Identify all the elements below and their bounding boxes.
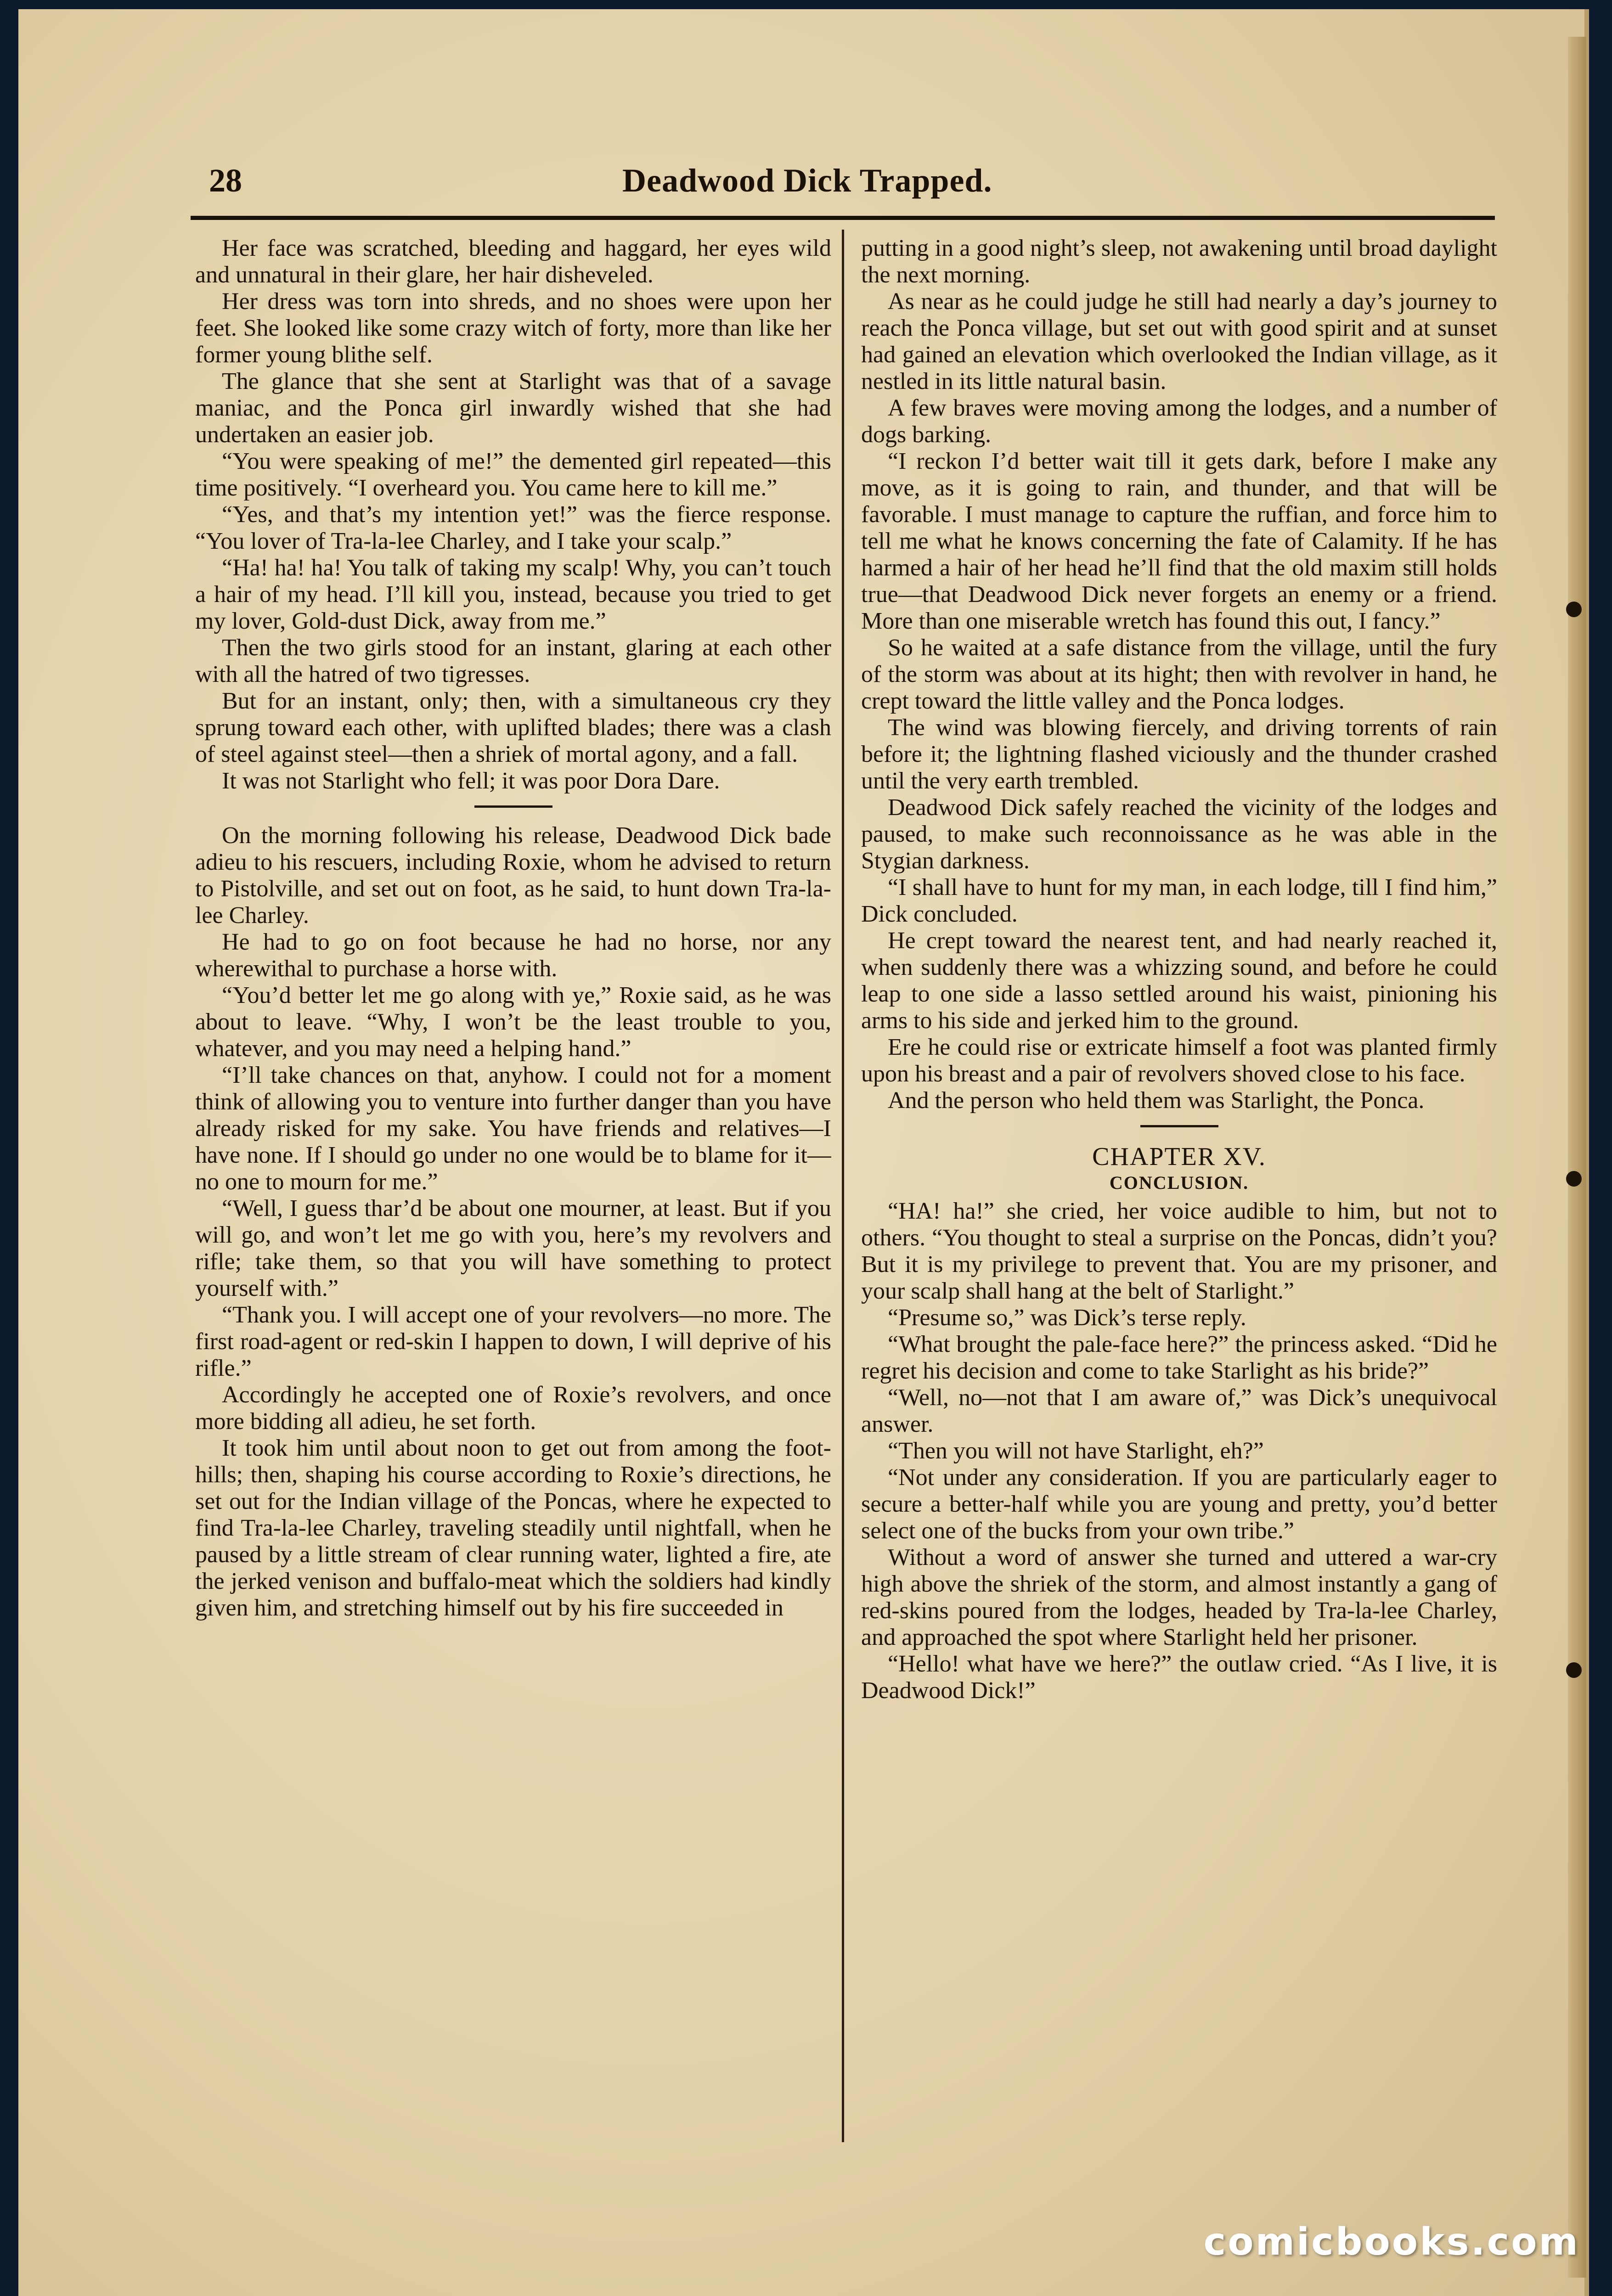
paragraph: “Then you will not have Starlight, eh?” — [888, 1438, 1264, 1464]
paragraph: “You’d better let me go along with ye,” Roxie said, as he was about to leave. “Why, I won’t be the least trouble to you, whatever, and you may need a helping hand.” — [195, 982, 831, 1062]
paragraph: And the person who held them was Starlight, the Ponca. — [888, 1087, 1425, 1114]
paragraph: “I reckon I’d better wait till it gets dark, before I make any move, as it is going to rain, and thunder, and that will be favorable. I must manage to capture the ruffian, and force him to tell me what he knows concerning the fate of Calamity. If he has harmed a hair of her head he’ll find that the old maxim still holds true—that Deadwood Dick never forgets an enemy or a friend. More than one miserable wretch has found this out, I fancy.” — [861, 448, 1497, 634]
page-number: 28 — [209, 162, 242, 199]
staple-hole — [1566, 1171, 1582, 1187]
paragraph: The glance that she sent at Starlight was that of a savage maniac, and the Ponca girl inwardly wished that she had undertaken an easier job. — [195, 368, 831, 448]
paragraph: Ere he could rise or extricate himself a foot was planted firmly upon his breast and a pair of revolvers shoved close to his face. — [861, 1034, 1497, 1087]
paragraph: So he waited at a safe distance from the village, until the fury of the storm was about at its hight; then with revolver in hand, he crept toward the little valley and the Ponca lodges. — [861, 635, 1497, 714]
paragraph: “Thank you. I will accept one of your revolvers—no more. The first road-agent or red-skin I happen to down, I will deprive of his rifle.” — [195, 1302, 831, 1381]
running-title: Deadwood Dick Trapped. — [622, 162, 992, 199]
paragraph: The wind was blowing fiercely, and driving torrents of rain before it; the lightning flashed viciously and the thunder crashed until the very earth trembled. — [861, 715, 1497, 794]
paragraph: Then the two girls stood for an instant, glaring at each other with all the hatred of two tigresses. — [195, 635, 831, 687]
section-separator — [474, 805, 552, 808]
paragraph: As near as he could judge he still had nearly a day’s journey to reach the Ponca village, but set out with good spirit and at sunset had gained an elevation which overlooked the Indian village, as it nestled in its little natural basin. — [861, 288, 1497, 394]
paragraph: Accordingly he accepted one of Roxie’s revolvers, and once more bidding all adieu, he set forth. — [195, 1382, 831, 1435]
paragraph: “Well, I guess thar’d be about one mourner, at least. But if you will go, and won’t let me go with you, here’s my revolvers and rifle; take them, so that you will have something to protect yourself with.” — [195, 1195, 831, 1301]
paragraph: “I shall have to hunt for my man, in each lodge, till I find him,” Dick concluded. — [861, 874, 1497, 927]
paragraph: “You were speaking of me!” the demented girl repeated—this time positively. “I overheard you. You came here to kill me.” — [195, 448, 831, 501]
right-column — [861, 235, 1497, 2150]
paragraph: Deadwood Dick safely reached the vicinity of the lodges and paused, to make such reconnoissance as he was able in the Stygian darkness. — [861, 794, 1497, 874]
paragraph: “Presume so,” was Dick’s terse reply. — [888, 1305, 1246, 1331]
paragraph: A few braves were moving among the lodges, and a number of dogs barking. — [861, 395, 1497, 448]
left-column — [195, 235, 831, 2150]
chapter-subtitle: CONCLUSION. — [1109, 1172, 1249, 1193]
header-rule — [191, 216, 1495, 220]
page-header — [191, 152, 1495, 211]
staple-hole — [1566, 602, 1582, 617]
paragraph: “HA! ha!” she cried, her voice audible to him, but not to others. “You thought to steal a surprise on the Poncas, didn’t you? But it is my privilege to prevent that. You are my prisoner, and your scalp shall hang at the belt of Starlight.” — [861, 1198, 1497, 1304]
paragraph: He had to go on foot because he had no horse, nor any wherewithal to purchase a horse with. — [195, 929, 831, 982]
paragraph: “Hello! what have we here?” the outlaw cried. “As I live, it is Deadwood Dick!” — [861, 1651, 1497, 1704]
section-separator — [1140, 1125, 1218, 1127]
staple-hole — [1566, 1662, 1582, 1678]
paragraph: Her face was scratched, bleeding and haggard, her eyes wild and unnatural in their glare, her hair disheveled. — [195, 235, 831, 288]
paragraph: On the morning following his release, Deadwood Dick bade adieu to his rescuers, including Roxie, whom he advised to return to Pistolville, and set out on foot, as he said, to hunt down Tra-la-lee Charley. — [195, 822, 831, 929]
watermark: comicbooks.com — [1203, 2220, 1580, 2264]
paragraph: “Ha! ha! ha! You talk of taking my scalp! Why, you can’t touch a hair of my head. I’ll kill you, instead, because you tried to get my lover, Gold-dust Dick, away from me.” — [195, 555, 831, 634]
paragraph: Her dress was torn into shreds, and no shoes were upon her feet. She looked like some crazy witch of forty, more than like her former young blithe self. — [195, 288, 831, 368]
paragraph: Without a word of answer she turned and uttered a war-cry high above the shriek of the storm, and almost instantly a gang of red-skins poured from the lodges, headed by Tra-la-lee Charley, and approached the spot where Starlight held her prisoner. — [861, 1544, 1497, 1650]
paragraph: “What brought the pale-face here?” the princess asked. “Did he regret his decision and come to take Starlight as his bride?” — [861, 1331, 1497, 1384]
paragraph: “I’ll take chances on that, anyhow. I could not for a moment think of allowing you to venture into further danger than you have already risked for my sake. You have friends and relatives—I have none. If I should go under no one would be to blame for it—no one to mourn for me.” — [195, 1062, 831, 1195]
chapter-title: CHAPTER XV. — [1092, 1142, 1266, 1171]
paragraph: putting in a good night’s sleep, not awakening until broad daylight the next morning. — [861, 235, 1497, 288]
paragraph: “Yes, and that’s my intention yet!” was the fierce response. “You lover of Tra-la-lee Charley, and I take your scalp.” — [195, 501, 831, 554]
paragraph: “Well, no—not that I am aware of,” was Dick’s unequivocal answer. — [861, 1384, 1497, 1437]
paragraph: But for an instant, only; then, with a simultaneous cry they sprung toward each other, with uplifted blades; there was a clash of steel against steel—then a shriek of mortal agony, and a fall. — [195, 688, 831, 767]
paragraph: It was not Starlight who fell; it was poor Dora Dare. — [222, 768, 720, 794]
paragraph: He crept toward the nearest tent, and had nearly reached it, when suddenly there was a whizzing sound, and before he could leap to one side a lasso settled around his waist, pinioning his arms to his side and jerked him to the ground. — [861, 928, 1497, 1034]
paragraph: “Not under any consideration. If you are particularly eager to secure a better-half while you are young and pretty, you’d better select one of the bucks from your own tribe.” — [861, 1464, 1497, 1544]
column-divider — [842, 230, 844, 2142]
page-edge — [1568, 37, 1586, 2278]
paragraph: It took him until about noon to get out from among the foot-hills; then, shaping his course according to Roxie’s directions, he set out for the Indian village of the Poncas, where he expected to find Tra-la-lee Charley, traveling steadily until nightfall, when he paused by a little stream of clear running water, lighted a fire, ate the jerked venison and buffalo-meat which the soldiers had kindly given him, and stretching himself out by his fire succeeded in — [195, 1435, 831, 1621]
